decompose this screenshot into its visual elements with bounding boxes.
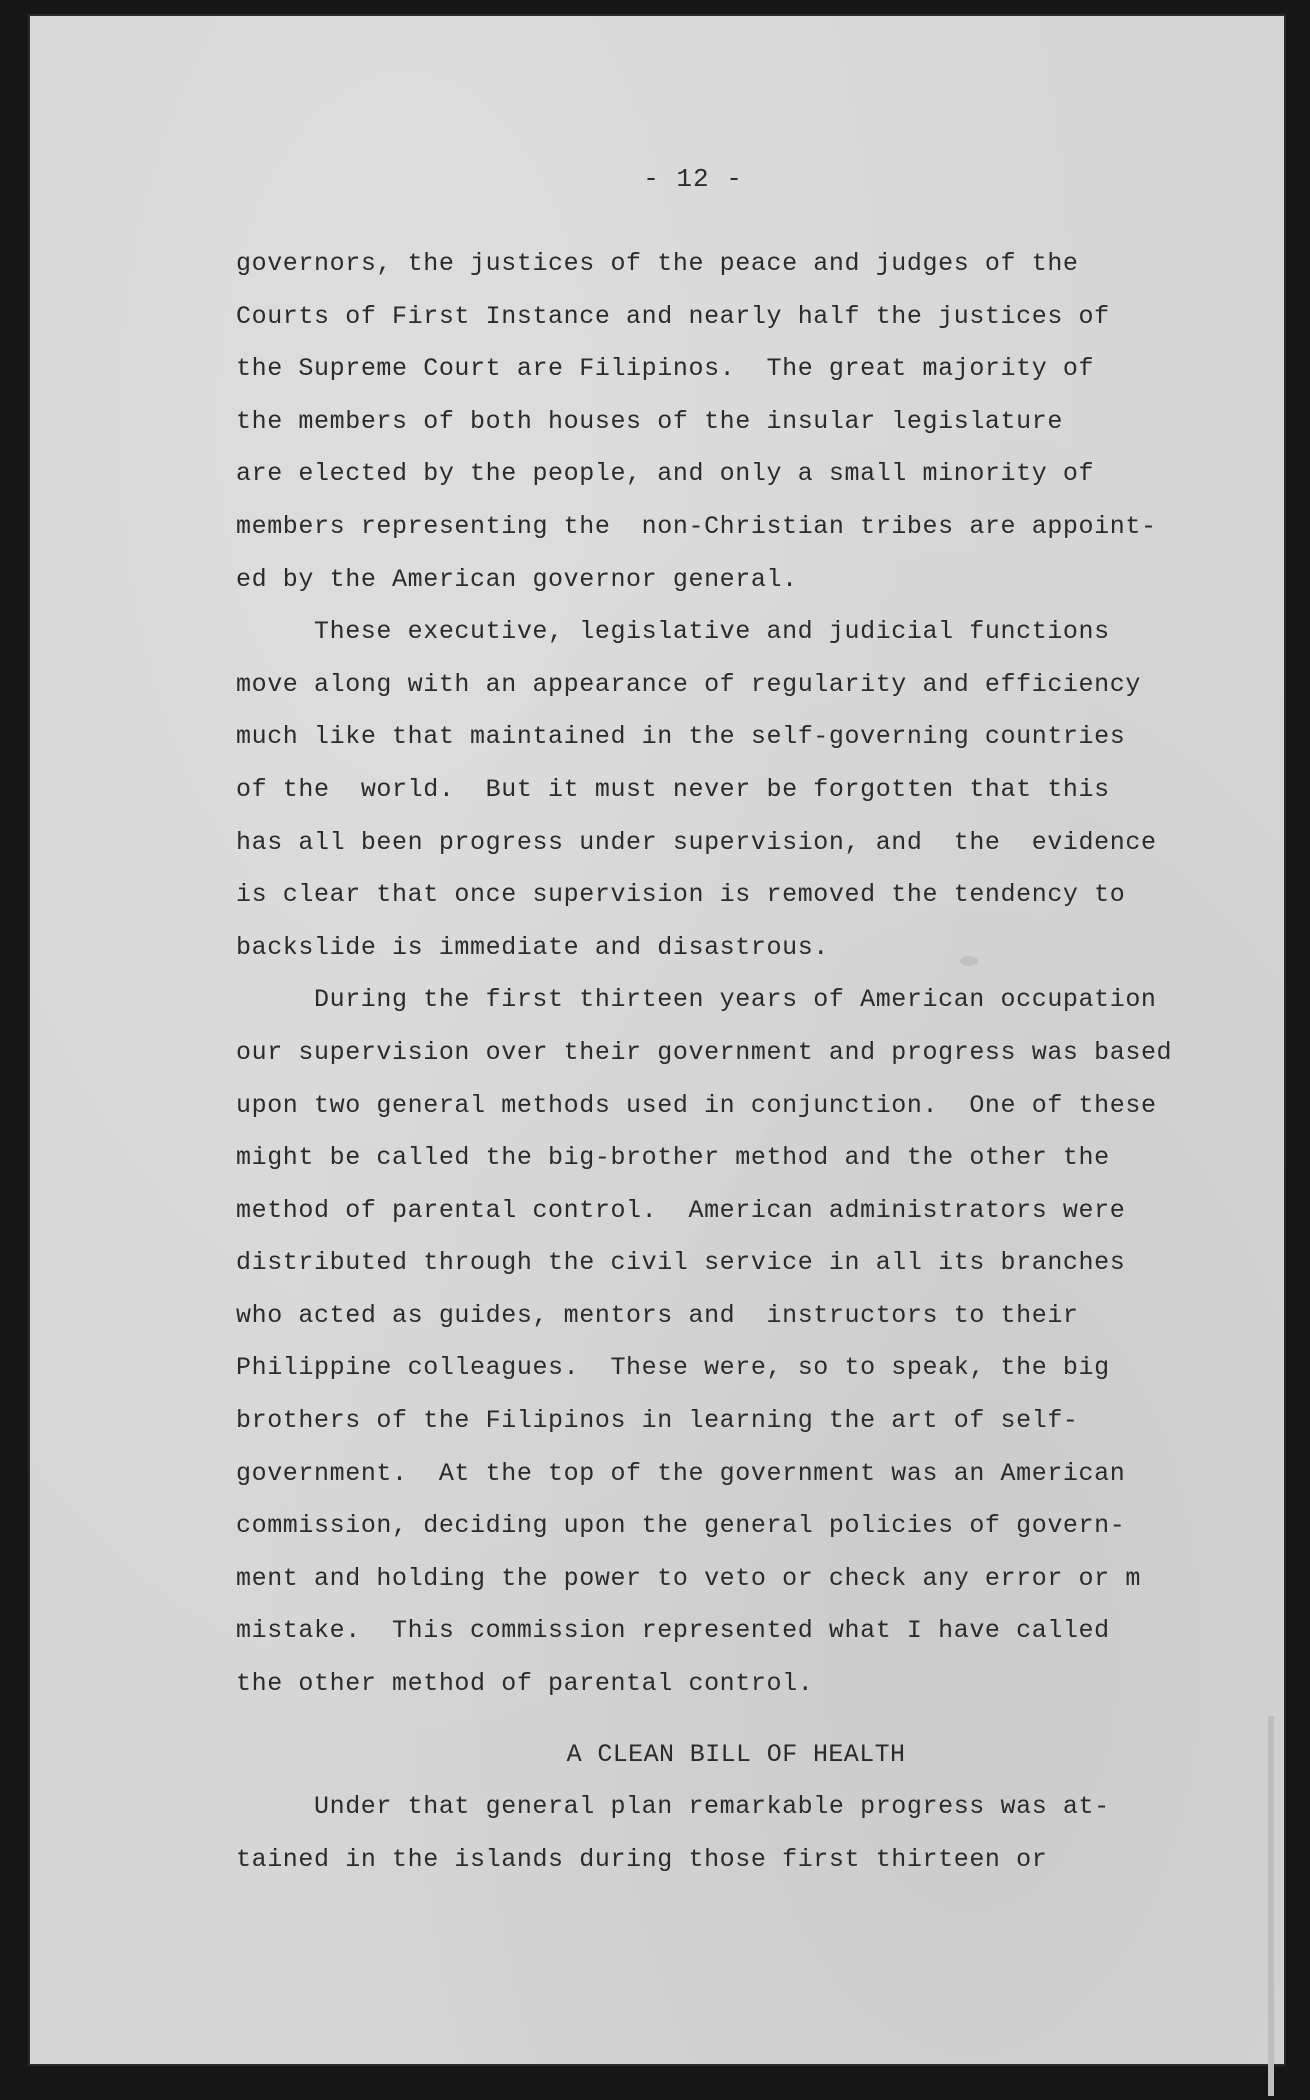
text-line: are elected by the people, and only a small minority of [236, 459, 1095, 489]
text-line: has all been progress under supervision, and the evidence [236, 827, 1157, 857]
text-line: the members of both houses of the insular legislature [236, 406, 1063, 436]
text-line: backslide is immediate and disastrous. [236, 932, 829, 962]
text-line: method of parental control. American administrators were [236, 1195, 1126, 1225]
text-line: brothers of the Filipinos in learning the art of self- [236, 1406, 1079, 1436]
text-line: move along with an appearance of regularity and efficiency [236, 669, 1141, 699]
body-text [236, 238, 1196, 1886]
text-line: Under that general plan remarkable progress was at- [314, 1792, 1110, 1822]
text-line: These executive, legislative and judicial functions [314, 617, 1110, 647]
text-line: our supervision over their government and progress was based [236, 1037, 1173, 1067]
text-line: tained in the islands during those first thirteen or [236, 1844, 1048, 1874]
page-edge [1268, 1716, 1274, 2096]
text-line: members representing the non-Christian tribes are appoint- [236, 511, 1157, 541]
text-line: During the first thirteen years of American occupation [314, 985, 1157, 1015]
text-line: might be called the big-brother method and the other the [236, 1143, 1110, 1173]
text-line: the Supreme Court are Filipinos. The great majority of [236, 354, 1095, 384]
text-line: mistake. This commission represented what I have called [236, 1616, 1110, 1646]
text-line: distributed through the civil service in all its branches [236, 1248, 1126, 1278]
section-heading: A CLEAN BILL OF HEALTH [566, 1739, 906, 1769]
text-line: government. At the top of the government was an American [236, 1458, 1126, 1488]
document-page [30, 16, 1284, 2064]
text-line: of the world. But it must never be forgotten that this [236, 774, 1110, 804]
text-line: the other method of parental control. [236, 1669, 814, 1699]
text-line: Philippine colleagues. These were, so to speak, the big [236, 1353, 1110, 1383]
page-number: - 12 - [643, 164, 743, 194]
paragraph-3 [236, 974, 1196, 1710]
text-line: upon two general methods used in conjunction. One of these [236, 1090, 1157, 1120]
text-line: ed by the American governor general. [236, 564, 798, 594]
paragraph-1 [236, 238, 1196, 606]
text-line: much like that maintained in the self-governing countries [236, 722, 1126, 752]
paragraph-2 [236, 606, 1196, 974]
text-line: commission, deciding upon the general policies of govern- [236, 1511, 1126, 1541]
text-line: who acted as guides, mentors and instructors to their [236, 1300, 1079, 1330]
text-line: governors, the justices of the peace and judges of the [236, 249, 1079, 278]
text-line: Courts of First Instance and nearly half the justices of [236, 301, 1110, 331]
text-line: ment and holding the power to veto or check any error or m [236, 1563, 1141, 1593]
paragraph-4 [236, 1781, 1196, 1886]
text-line: is clear that once supervision is removed the tendency to [236, 880, 1126, 910]
